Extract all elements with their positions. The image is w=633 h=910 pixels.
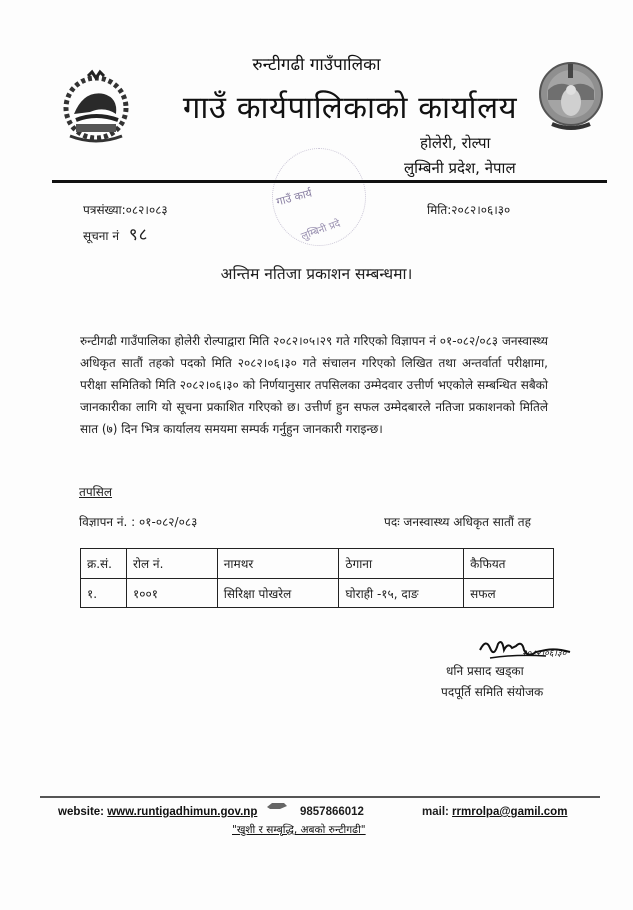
mail-link[interactable]: rrmrolpa@gamil.com xyxy=(452,806,568,818)
cell-address: घोराही -१५, दाङ xyxy=(339,579,464,608)
col-header-address: ठेगाना xyxy=(339,549,464,579)
notice-number xyxy=(83,222,149,245)
nepal-emblem-logo xyxy=(60,68,132,144)
notice-number-label: सूचना नं xyxy=(83,229,119,243)
signer-title: पदपूर्ति समिति संयोजक xyxy=(441,685,544,699)
advertisement-number: विज्ञापन नं. : ०१-०८२/०८३ xyxy=(79,515,198,529)
footer-divider xyxy=(40,796,600,798)
website-label: website: xyxy=(58,806,105,818)
stamp-text: गाउँ कार्य xyxy=(274,186,314,209)
col-header-remarks: कैफियत xyxy=(464,549,554,579)
phone-icon xyxy=(266,801,288,811)
letter-date: मिति:२०८२।०६।३० xyxy=(427,203,511,217)
col-header-name: नामथर xyxy=(217,549,339,579)
details-heading: तपसिल xyxy=(79,485,113,499)
cell-roll: १००१ xyxy=(126,579,217,608)
office-title: गाउँ कार्यपालिकाको कार्यालय xyxy=(182,90,518,126)
post-title: पदः जनस्वास्थ्य अधिकृत सातौं तह xyxy=(384,515,531,529)
header-divider xyxy=(52,180,607,183)
col-header-serial: क्र.सं. xyxy=(81,549,127,579)
signature-date: २०८२।०६।३० xyxy=(522,649,567,659)
letter-subject: अन्तिम नतिजा प्रकाशन सम्बन्धमा। xyxy=(220,265,413,283)
col-header-roll: रोल नं. xyxy=(126,549,217,579)
stamp-text: लुम्बिनी प्रदे xyxy=(299,218,342,243)
signer-name: धनि प्रसाद खड्का xyxy=(446,664,524,678)
address-line-2: लुम्बिनी प्रदेश, नेपाल xyxy=(404,159,516,177)
table-row xyxy=(81,579,554,608)
footer-slogan: "खुशी र सम्बृद्धि, अबको रुन्टीगढी" xyxy=(232,824,366,836)
cell-remarks: सफल xyxy=(464,579,554,608)
website-link[interactable]: www.runtigadhimun.gov.np xyxy=(107,806,258,818)
cell-name: सिरिक्षा पोखरेल xyxy=(217,579,339,608)
reference-number: पत्रसंख्या:०८२।०८३ xyxy=(83,203,168,217)
cell-serial: १. xyxy=(81,579,127,608)
results-table xyxy=(80,548,554,608)
address-line-1: होलेरी, रोल्पा xyxy=(420,134,491,152)
municipality-name: रुन्टीगढी गाउँपालिका xyxy=(252,55,381,75)
letter-body: रुन्टीगढी गाउँपालिका होलेरी रोल्पाद्वारा मिति २०८२।०५।२९ गते गरिएको विज्ञापन नं ०१-०८२/०८३ जनस्वास्थ्य अधिकृत सातौं तहको पदको मिति २०८२।०६।३० गते संचालन गरिएको लिखित तथा अन्तर्वार्ता परीक्षामा, परीक्षा समितिको मिति २०८२।०६।३० को निर्णयानुसार तपसिलका उम्मेदवार उत्तीर्ण भएकोले सम्बन्धित सबैको जानकारीका लागि यो सूचना प्रकाशित गरिएको छ। उत्तीर्ण हुन सफल उम्मेदबारले नतिजा प्रकाशनको मितिले सात (७) दिन भित्र कार्यालय समयमा सम्पर्क गर्नुहुन जानकारी गराइन्छ। xyxy=(80,334,548,436)
mail-label: mail: xyxy=(422,806,449,818)
table-header-row xyxy=(81,549,554,579)
footer-mail xyxy=(422,806,567,818)
footer-phone: 9857866012 xyxy=(300,806,364,818)
notice-number-value: ९८ xyxy=(128,225,149,245)
footer-website xyxy=(58,806,257,818)
